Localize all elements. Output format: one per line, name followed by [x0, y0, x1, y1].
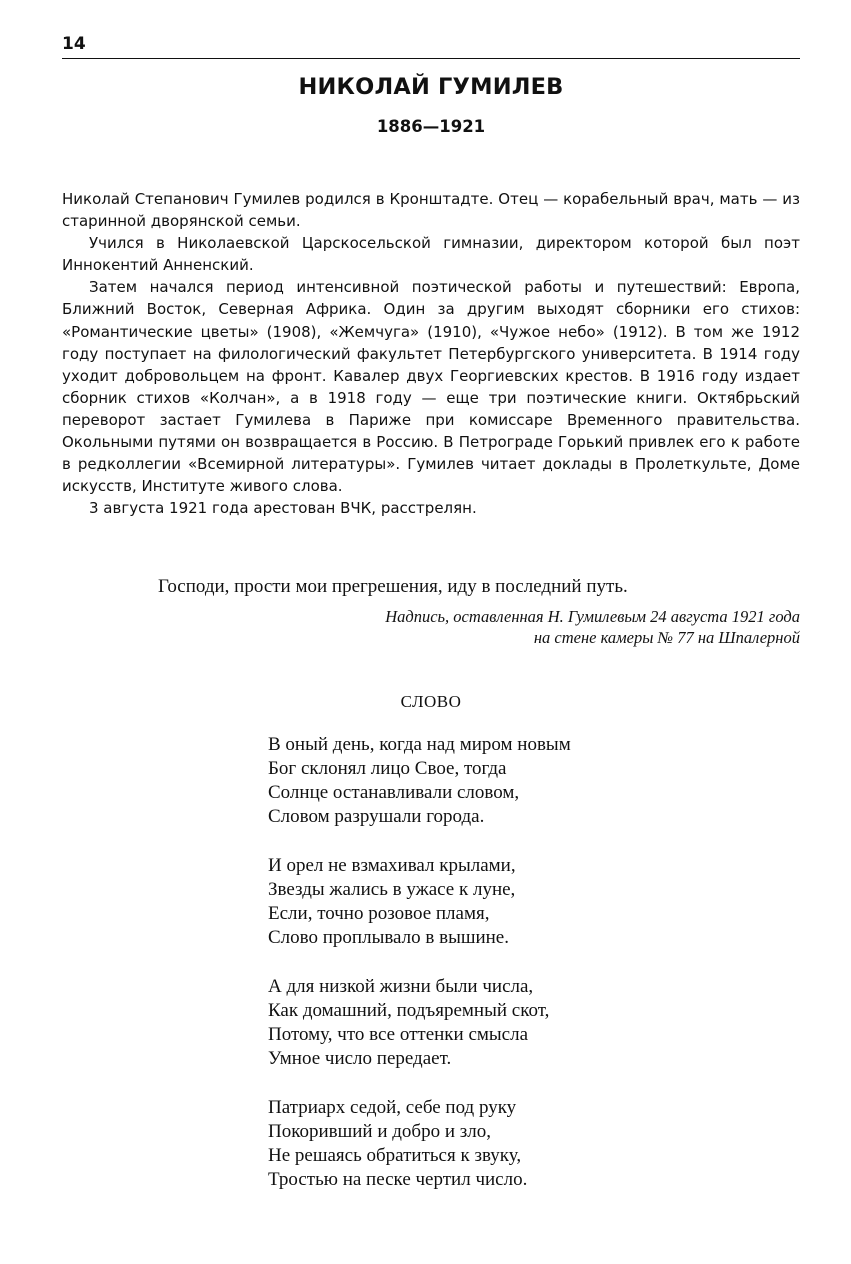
epigraph-source [62, 606, 800, 648]
page-number: 14 [62, 34, 86, 54]
poem-stanza [268, 733, 571, 829]
poem-line: Покоривший и добро и зло, [268, 1121, 491, 1142]
bio-paragraph: 3 августа 1921 года арестован ВЧК, расстрелян. [89, 499, 477, 518]
poem-line: Солнце останавливали словом, [268, 782, 520, 803]
epigraph-source-line: Надпись, оставленная Н. Гумилевым 24 августа 1921 года [385, 607, 800, 626]
bio-paragraph: Учился в Николаевской Царскосельской гимназии, директором которой был поэт Иннокентий Анненский. [62, 234, 800, 275]
poem-line: Потому, что все оттенки смысла [268, 1024, 529, 1045]
author-name: НИКОЛАЙ ГУМИЛЕВ [298, 74, 564, 100]
bio-paragraph: Затем начался период интенсивной поэтической работы и путешествий: Европа, Ближний Восток, Северная Африка. Один за другим выходят сборники его стихов: «Романтические цветы» (1908), «Жемчуга» (1910), «Чужое небо» (1912). В том же 1912 году поступает на филологический факультет Петербургского университета. В 1914 году уходит добровольцем на фронт. Кавалер двух Георгиевских крестов. В 1916 году издает сборник стихов «Колчан», а в 1918 году — еще три поэтические книги. Октябрьский переворот застает Гумилева в Париже при комиссаре Временного правительства. Окольными путями он возвращается в Россию. В Петрограде Горький привлек его к работе в редколлегии «Всемирной литературы». Гумилев читает доклады в Пролеткульте, Доме искусств, Институте живого слова. [62, 278, 800, 496]
poem-line: В оный день, когда над миром новым [268, 734, 571, 755]
poem-title: СЛОВО [400, 692, 462, 711]
bio-paragraph: Николай Степанович Гумилев родился в Кронштадте. Отец — корабельный врач, мать — из старинной дворянской семьи. [62, 190, 800, 231]
author-years: 1886—1921 [376, 117, 486, 136]
poem-line: Тростью на песке чертил число. [268, 1169, 528, 1190]
poem-stanza [268, 854, 571, 950]
poem-line: И орел не взмахивал крылами, [268, 855, 516, 876]
poem-line: Если, точно розовое пламя, [268, 903, 490, 924]
poem [268, 733, 571, 1217]
poem-line: А для низкой жизни были числа, [268, 976, 534, 997]
poem-line: Как домашний, подъяремный скот, [268, 1000, 550, 1021]
poem-line: Патриарх седой, себе под руку [268, 1097, 517, 1118]
epigraph-source-line: на стене камеры № 77 на Шпалерной [533, 628, 800, 647]
top-rule [62, 58, 800, 59]
poem-line: Бог склонял лицо Свое, тогда [268, 758, 507, 779]
poem-line: Звезды жались в ужасе к луне, [268, 879, 516, 900]
poem-stanza [268, 1096, 571, 1192]
biography [62, 188, 800, 519]
epigraph [62, 576, 800, 648]
poem-line: Умное число передает. [268, 1048, 452, 1069]
poem-line: Словом разрушали города. [268, 806, 485, 827]
poem-line: Не решаясь обратиться к звуку, [268, 1145, 522, 1166]
poem-line: Слово проплывало в вышине. [268, 927, 509, 948]
poem-stanza [268, 975, 571, 1071]
epigraph-text: Господи, прости мои прегрешения, иду в последний путь. [158, 576, 628, 597]
